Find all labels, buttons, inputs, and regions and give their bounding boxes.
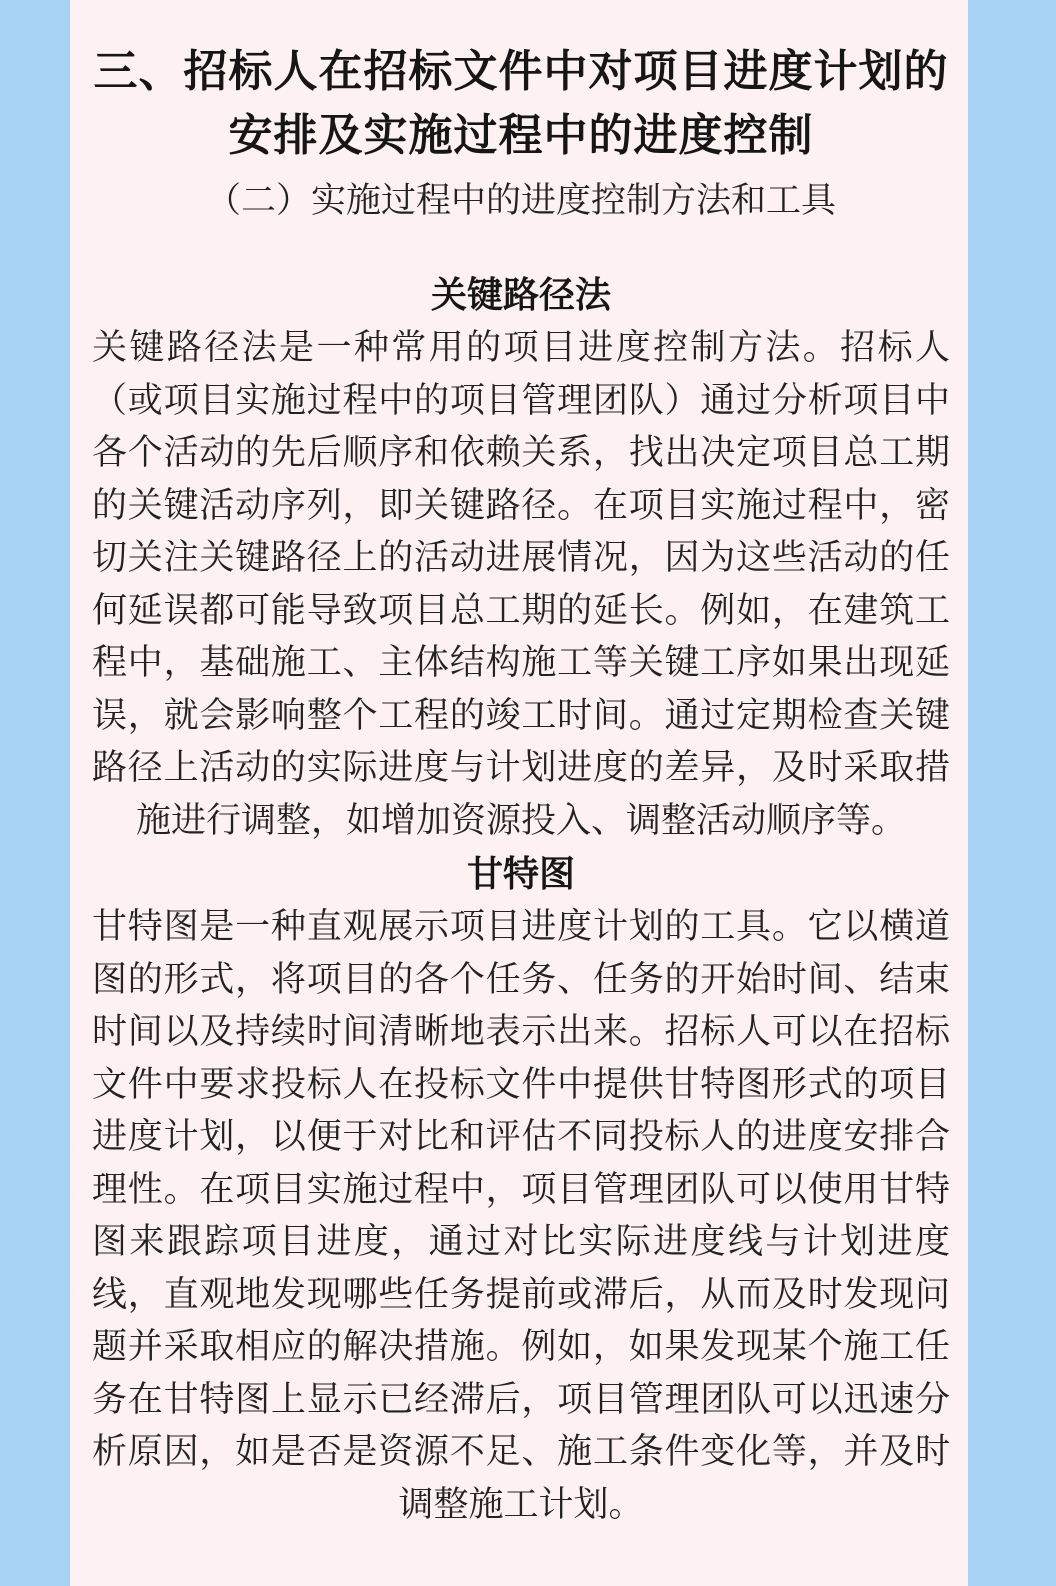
section-heading-critical-path: 关键路径法 bbox=[430, 275, 611, 316]
page-title: 三、招标人在招标文件中对项目进度计划的安排及实施过程中的进度控制 bbox=[93, 46, 949, 161]
section-body-critical-path: 关键路径法是一种常用的项目进度控制方法。招标人（或项目实施过程中的项目管理团队）通过分析项目中各个活动的先后顺序和依赖关系，找出决定项目总工期的关键活动序列，即关键路径。在项目实施过程中，密切关注关键路径上的活动进展情况，因为这些活动的任何延误都可能导致项目总工期的延长。例如，在建筑工程中，基础施工、主体结构施工等关键工序如果出现延误，就会影响整个工程的竣工时间。通过定期检查关键路径上活动的实际进度与计划进度的差异，及时采取措施进行调整，如增加资源投入、调整活动顺序等。 bbox=[92, 328, 950, 841]
section-heading-gantt-chart: 甘特图 bbox=[466, 854, 575, 895]
document-page bbox=[70, 0, 968, 1586]
page-subtitle: （二）实施过程中的进度控制方法和工具 bbox=[205, 181, 836, 221]
section-body-gantt-chart: 甘特图是一种直观展示项目进度计划的工具。它以横道图的形式，将项目的各个任务、任务的开始时间、结束时间以及持续时间清晰地表示出来。招标人可以在招标文件中要求投标人在投标文件中提供甘特图形式的项目进度计划，以便于对比和评估不同投标人的进度安排合理性。在项目实施过程中，项目管理团队可以使用甘特图来跟踪项目进度，通过对比实际进度线与计划进度线，直观地发现哪些任务提前或滞后，从而及时发现问题并采取相应的解决措施。例如，如果发现某个施工任务在甘特图上显示已经滞后，项目管理团队可以迅速分析原因，如是否是资源不足、施工条件变化等，并及时调整施工计划。 bbox=[92, 907, 950, 1525]
